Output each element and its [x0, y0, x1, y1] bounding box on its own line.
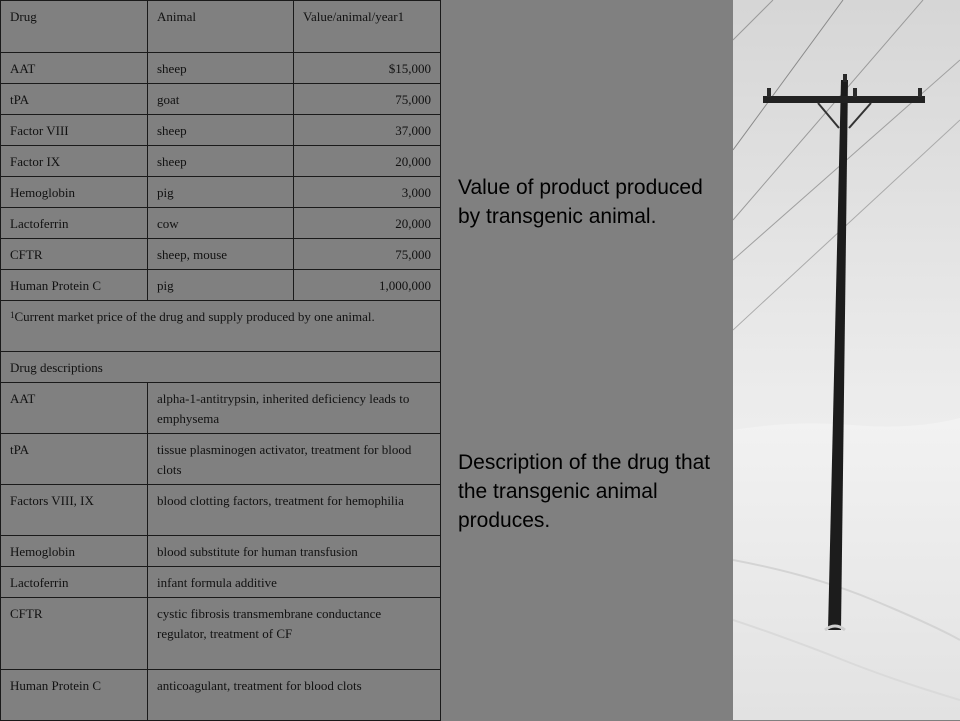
animal-cell: pig: [148, 177, 294, 208]
description-row: [1, 567, 441, 598]
table-row: [1, 239, 441, 270]
table-row: [1, 270, 441, 301]
drug-cell: Lactoferrin: [1, 208, 148, 239]
header-animal: Animal: [148, 1, 294, 53]
drug-cell: Hemoglobin: [1, 177, 148, 208]
description-row: [1, 670, 441, 721]
animal-cell: sheep: [148, 115, 294, 146]
animal-cell: sheep, mouse: [148, 239, 294, 270]
footnote-text: Current market price of the drug and supply produced by one animal.: [14, 309, 375, 324]
table-row: [1, 115, 441, 146]
value-cell: $15,000: [294, 53, 441, 84]
animal-cell: sheep: [148, 146, 294, 177]
footnote-cell: [1, 301, 441, 352]
drug-cell: Lactoferrin: [1, 567, 148, 598]
description-cell: infant formula additive: [148, 567, 441, 598]
utility-pole-photo: [733, 0, 960, 720]
drug-cell: CFTR: [1, 239, 148, 270]
animal-cell: pig: [148, 270, 294, 301]
description-cell: blood clotting factors, treatment for hemophilia: [148, 485, 441, 536]
animal-cell: sheep: [148, 53, 294, 84]
value-cell: 75,000: [294, 239, 441, 270]
drug-cell: Factor IX: [1, 146, 148, 177]
value-cell: 1,000,000: [294, 270, 441, 301]
value-caption: Value of product produced by transgenic animal.: [458, 176, 703, 228]
value-cell: 75,000: [294, 84, 441, 115]
description-cell: tissue plasminogen activator, treatment for blood clots: [148, 434, 441, 485]
drug-cell: AAT: [1, 53, 148, 84]
drug-cell: AAT: [1, 383, 148, 434]
drug-cell: Human Protein C: [1, 270, 148, 301]
crossarm: [763, 96, 925, 103]
header-value: Value/animal/year1: [294, 1, 441, 53]
drug-cell: tPA: [1, 84, 148, 115]
drug-cell: Human Protein C: [1, 670, 148, 721]
description-row: [1, 383, 441, 434]
description-cell: anticoagulant, treatment for blood clots: [148, 670, 441, 721]
drug-cell: Factor VIII: [1, 115, 148, 146]
table-header-row: [1, 1, 441, 53]
description-row: [1, 485, 441, 536]
value-cell: 3,000: [294, 177, 441, 208]
description-row: [1, 598, 441, 670]
footnote-marker: 1: [10, 310, 15, 320]
snow-ground: [733, 418, 960, 720]
description-cell: alpha-1-antitrypsin, inherited deficiency leads to emphysema: [148, 383, 441, 434]
drug-cell: Hemoglobin: [1, 536, 148, 567]
table-row: [1, 177, 441, 208]
drug-table: [0, 0, 441, 721]
animal-cell: goat: [148, 84, 294, 115]
descriptions-heading-row: [1, 352, 441, 383]
value-cell: 20,000: [294, 208, 441, 239]
footnote-row: [1, 301, 441, 352]
table-row: [1, 84, 441, 115]
description-cell: blood substitute for human transfusion: [148, 536, 441, 567]
description-caption: Description of the drug that the transgenic animal produces.: [458, 451, 711, 532]
animal-cell: cow: [148, 208, 294, 239]
value-cell: 37,000: [294, 115, 441, 146]
drug-cell: tPA: [1, 434, 148, 485]
table-row: [1, 53, 441, 84]
description-cell: cystic fibrosis transmembrane conductance regulator, treatment of CF: [148, 598, 441, 670]
drug-cell: CFTR: [1, 598, 148, 670]
descriptions-heading: Drug descriptions: [1, 352, 441, 383]
description-row: [1, 536, 441, 567]
drug-cell: Factors VIII, IX: [1, 485, 148, 536]
table-row: [1, 208, 441, 239]
header-drug: Drug: [1, 1, 148, 53]
description-row: [1, 434, 441, 485]
table-row: [1, 146, 441, 177]
value-cell: 20,000: [294, 146, 441, 177]
